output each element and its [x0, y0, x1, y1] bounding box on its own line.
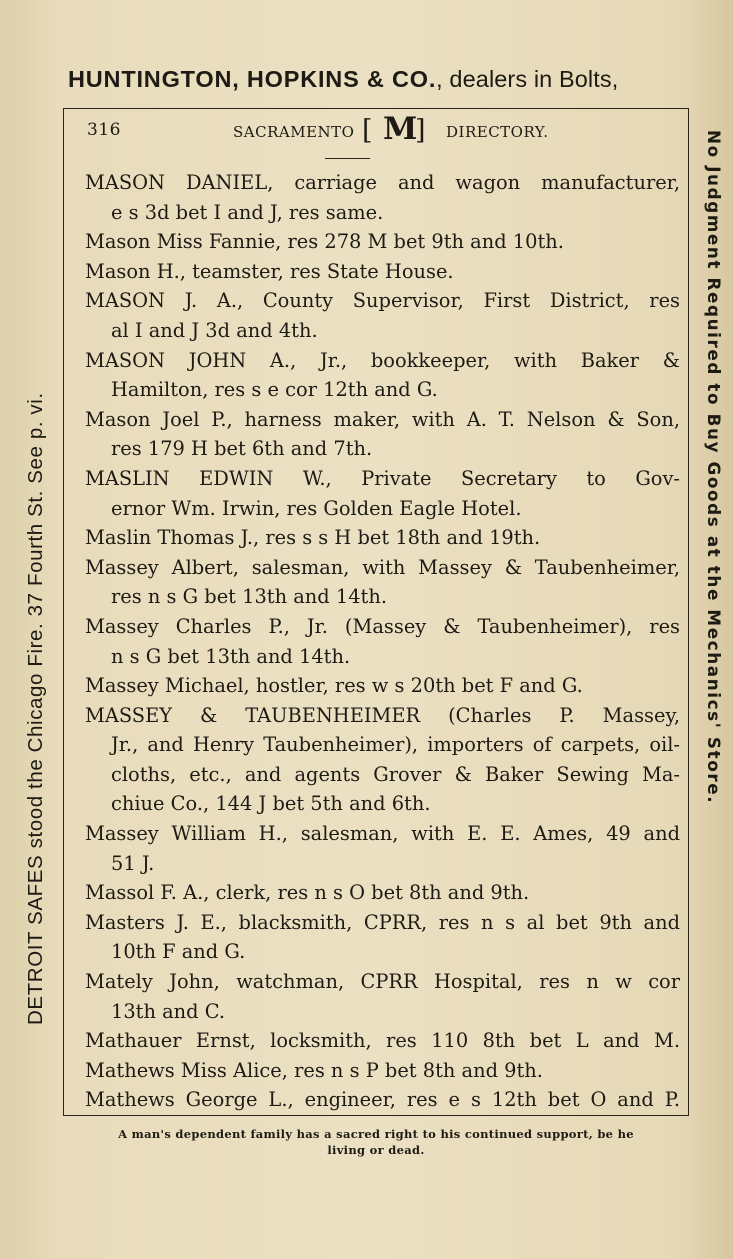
entry-line: Masters J. E., blacksmith, CPRR, res n s al bet 9th and [85, 910, 680, 934]
entry-line: Massey William H., salesman, with E. E. Ames, 49 and [85, 822, 680, 846]
banner-firm-name: HUNTINGTON, HOPKINS & CO. [68, 66, 437, 92]
entry-line: Mason H., teamster, res State House. [85, 259, 454, 283]
running-head-city: SACRAMENTO [233, 123, 355, 141]
entry-line: MASON J. A., County Supervisor, First District, res [85, 289, 680, 313]
entry-line: Mately John, watchman, CPRR Hospital, res n w cor [85, 970, 680, 994]
entry-line: Massey Albert, salesman, with Massey & Taubenheimer, [85, 555, 680, 579]
entry-line: Massey Charles P., Jr. (Massey & Taubenheimer), res [85, 614, 680, 638]
entry-continuation-line: e s 3d bet I and J, res same. [111, 200, 384, 224]
entry-continuation-line: 10th F and G. [111, 940, 246, 964]
footer-note [60, 1126, 692, 1158]
section-letter: M [383, 111, 418, 147]
entry-continuation-line: Jr., and Henry Taubenheimer), importers of carpets, oil- [111, 733, 680, 757]
entry-line: Massey Michael, hostler, res w s 20th bet F and G. [85, 674, 583, 698]
entry-line: MASON JOHN A., Jr., bookkeeper, with Baker & [85, 348, 680, 372]
entry-continuation-line: al I and J 3d and 4th. [111, 318, 318, 342]
footer-line-2: living or dead. [327, 1143, 425, 1157]
entry-line: Mathauer Ernst, locksmith, res 110 8th bet L and M. [85, 1029, 680, 1053]
running-head [87, 111, 557, 157]
entry-line: Maslin Thomas J., res s s H bet 18th and 19th. [85, 526, 541, 550]
entry-continuation-line: Hamilton, res s e cor 12th and G. [111, 378, 438, 402]
entry-continuation-line: res n s G bet 13th and 14th. [111, 585, 387, 609]
directory-entries [85, 168, 680, 1115]
entry-continuation-line: 51 J. [111, 851, 155, 875]
entry-line: Mason Miss Fannie, res 278 M bet 9th and 10th. [85, 230, 564, 254]
entry-continuation-line: 13th and C. [111, 999, 226, 1023]
bracket-open: [ [362, 115, 374, 146]
entry-line: MASON DANIEL, carriage and wagon manufacturer, [85, 171, 680, 194]
entry-line: Massol F. A., clerk, res n s O bet 8th and 9th. [85, 881, 530, 905]
right-margin-ad-text: No Judgment Required to Buy Goods at the Mechanics' Store. [704, 130, 724, 805]
footer-line-1: A man's dependent family has a sacred right to his continued support, be he [118, 1127, 634, 1141]
entry-line: Mathews Miss Alice, res n s P bet 8th and 9th. [85, 1058, 543, 1082]
entry-continuation-line: cloths, etc., and agents Grover & Baker Sewing Ma- [111, 762, 680, 786]
entry-line: MASLIN EDWIN W., Private Secretary to Gov- [85, 466, 680, 490]
banner-text: , dealers in Bolts, [436, 66, 619, 92]
page-number: 316 [87, 120, 121, 140]
entry-line: MASSEY & TAUBENHEIMER (Charles P. Massey, [85, 703, 680, 727]
left-margin-ad: DETROIT SAFES stood the Chicago Fire. 37 Fourth St. See p. vi. [24, 392, 47, 1025]
head-rule [325, 158, 370, 159]
running-head-directory: DIRECTORY. [446, 123, 549, 141]
entry-line: Mathews George L., engineer, res e s 12th bet O and P. [85, 1088, 680, 1112]
top-banner [68, 66, 694, 93]
entry-continuation-line: n s G bet 13th and 14th. [111, 644, 351, 668]
entry-continuation-line: res 179 H bet 6th and 7th. [111, 437, 373, 461]
entry-continuation-line: chiue Co., 144 J bet 5th and 6th. [111, 792, 431, 816]
entry-continuation-line: ernor Wm. Irwin, res Golden Eagle Hotel. [111, 496, 522, 520]
entry-line: Mason Joel P., harness maker, with A. T. Nelson & Son, [85, 407, 680, 431]
bracket-close: ] [415, 115, 427, 146]
